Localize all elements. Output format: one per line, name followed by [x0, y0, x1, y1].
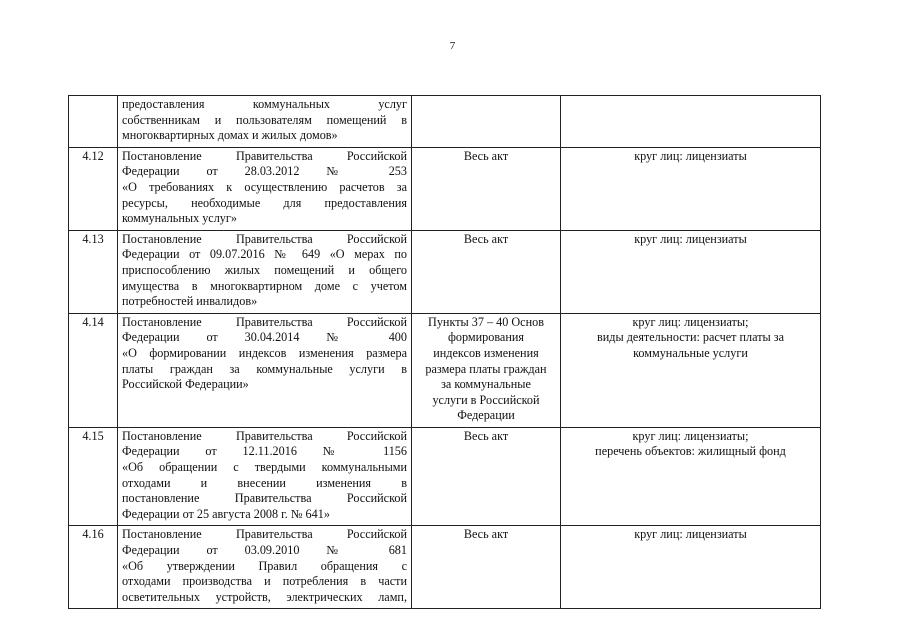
act-name-line: Федерации от 28.03.2012 № 253: [122, 164, 407, 179]
row-number: [69, 96, 118, 148]
act-name: [118, 230, 412, 313]
row-number: 4.16: [69, 526, 118, 609]
act-name-line: «Об утверждении Правил обращения с: [122, 558, 407, 573]
scope-line: услуги в Российской: [432, 392, 540, 407]
acts-table: [68, 95, 821, 609]
requirement-line: круг лиц: лицензиаты: [634, 527, 747, 542]
act-name-line: Федерации от 09.07.2016 № 649 «О мерах по: [122, 247, 407, 262]
act-scope: Весь акт: [412, 147, 561, 230]
requirement-line: коммунальные услуги: [633, 345, 748, 360]
row-number: 4.15: [69, 427, 118, 526]
act-requirements: [561, 526, 821, 609]
act-name-line: Постановление Правительства Российской: [122, 428, 407, 443]
act-name-line: Постановление Правительства Российской: [122, 231, 407, 246]
act-name: [118, 526, 412, 609]
table-row: [69, 147, 821, 230]
act-name-line: Постановление Правительства Российской: [122, 148, 407, 163]
act-name-line: многоквартирных домах и жилых домов»: [122, 128, 338, 143]
act-name-line: имущества в многоквартирном доме с учетом: [122, 278, 407, 293]
act-name-line: коммунальных услуг»: [122, 211, 237, 226]
row-number: 4.14: [69, 313, 118, 427]
act-name: [118, 313, 412, 427]
table-row: [69, 96, 821, 148]
act-name-line: потребностей инвалидов»: [122, 294, 258, 309]
act-name-line: собственникам и пользователям помещений в: [122, 112, 407, 127]
act-name-line: постановление Правительства Российской: [122, 491, 407, 506]
requirement-line: круг лиц: лицензиаты: [634, 148, 747, 163]
scope-line: индексов изменения: [433, 345, 539, 360]
act-name-line: отходами и внесении изменения в: [122, 475, 407, 490]
act-requirements: [561, 427, 821, 526]
act-name-line: Российской Федерации»: [122, 377, 249, 392]
table-row: [69, 526, 821, 609]
act-scope: Весь акт: [412, 526, 561, 609]
act-scope: [412, 313, 561, 427]
requirement-line: круг лиц: лицензиаты: [634, 231, 747, 246]
act-name-line: Постановление Правительства Российской: [122, 527, 407, 542]
act-name-line: «О формировании индексов изменения размера: [122, 345, 407, 360]
act-requirements: [561, 313, 821, 427]
act-name-line: осветительных устройств, электрических ламп,: [122, 589, 407, 604]
act-name-line: платы граждан за коммунальные услуги в: [122, 361, 407, 376]
act-requirements: [561, 147, 821, 230]
act-name-line: отходами производства и потребления в части: [122, 574, 407, 589]
act-name: [118, 96, 412, 148]
act-requirements: [561, 230, 821, 313]
scope-line: за коммунальные: [441, 377, 531, 392]
row-number: 4.12: [69, 147, 118, 230]
scope-line: Федерации: [457, 408, 515, 423]
act-scope: [412, 96, 561, 148]
act-scope: Весь акт: [412, 230, 561, 313]
act-name-line: ресурсы, необходимые для предоставления: [122, 195, 407, 210]
act-name-line: «О требованиях к осуществлению расчетов за: [122, 179, 407, 194]
act-name: [118, 147, 412, 230]
act-requirements: [561, 96, 821, 148]
act-name: [118, 427, 412, 526]
scope-line: формирования: [448, 330, 524, 345]
act-name-line: Федерации от 12.11.2016 № 1156: [122, 444, 407, 459]
requirement-line: виды деятельности: расчет платы за: [597, 330, 784, 345]
table-row: [69, 230, 821, 313]
act-name-line: предоставления коммунальных услуг: [122, 97, 407, 111]
scope-line: размера платы граждан: [425, 361, 547, 376]
table-row: [69, 313, 821, 427]
scope-line: Пункты 37 – 40 Основ: [428, 314, 544, 329]
act-name-line: Федерации от 25 августа 2008 г. № 641»: [122, 506, 330, 521]
row-number: 4.13: [69, 230, 118, 313]
act-name-line: приспособлению жилых помещений и общего: [122, 262, 407, 277]
act-name-line: Постановление Правительства Российской: [122, 314, 407, 329]
act-scope: Весь акт: [412, 427, 561, 526]
act-name-line: Федерации от 30.04.2014 № 400: [122, 330, 407, 345]
act-name-line: «Об обращении с твердыми коммунальными: [122, 460, 407, 475]
page-number: 7: [449, 40, 456, 52]
requirement-line: круг лиц: лицензиаты;: [632, 428, 749, 443]
requirement-line: круг лиц: лицензиаты;: [632, 314, 749, 329]
table-row: [69, 427, 821, 526]
act-name-line: Федерации от 03.09.2010 № 681: [122, 543, 407, 558]
requirement-line: перечень объектов: жилищный фонд: [595, 444, 786, 459]
